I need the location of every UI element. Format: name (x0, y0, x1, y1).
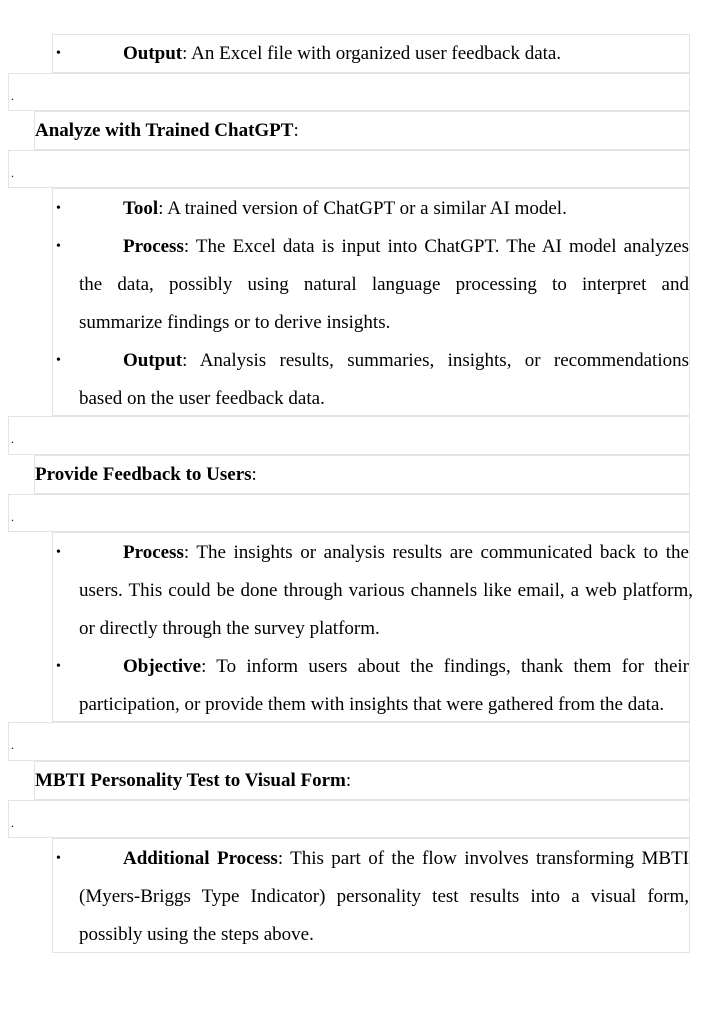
list-item-tool (0, 190, 724, 228)
item-text: : To inform users about the findings, thank them for their (201, 656, 689, 677)
list-item-process-analyze (0, 228, 724, 266)
term-label: Additional Process (123, 848, 278, 869)
empty-paragraph-marker: . (11, 738, 14, 752)
heading-text: Provide Feedback to Users (35, 464, 252, 485)
empty-paragraph-marker: . (11, 816, 14, 830)
item-text: summarize findings or to derive insights. (79, 312, 391, 333)
bullet-icon: • (56, 851, 61, 866)
item-text: : An Excel file with organized user feedback data. (182, 43, 562, 64)
term-label: Objective (123, 656, 202, 677)
item-text: : This part of the flow involves transforming MBTI (277, 848, 690, 869)
term-label: Process (123, 236, 184, 257)
list-item-output-analyze (0, 342, 724, 380)
empty-paragraph-marker: . (11, 166, 14, 180)
heading-text: Analyze with Trained ChatGPT (35, 120, 294, 141)
item-text: the data, possibly using natural language processing to interpret and (79, 274, 689, 295)
bullet-icon: • (56, 201, 61, 216)
bullet-icon: • (56, 659, 61, 674)
term-label: Tool (123, 198, 159, 219)
heading-colon: : (293, 120, 299, 141)
bullet-icon: • (56, 545, 61, 560)
section-heading-analyze (0, 112, 724, 150)
heading-colon: : (345, 770, 352, 791)
term-label: Output (123, 350, 183, 371)
item-text: : A trained version of ChatGPT or a similar AI model. (158, 198, 567, 219)
empty-paragraph-marker: . (11, 432, 14, 446)
section-heading-mbti (0, 762, 724, 800)
item-text: based on the user feedback data. (79, 388, 325, 409)
item-text: participation, or provide them with insights that were gathered from the data. (79, 694, 665, 715)
heading-text: MBTI Personality Test to Visual Form (35, 770, 346, 791)
item-text: possibly using the steps above. (79, 924, 314, 945)
item-text: users. This could be done through various channels like email, a web platform, (79, 580, 693, 601)
list-item-process-feedback (0, 534, 724, 572)
item-text: (Myers-Briggs Type Indicator) personality test results into a visual form, (79, 886, 689, 907)
term-label: Output (123, 43, 183, 64)
item-text: : The Excel data is input into ChatGPT. The AI model analyzes (183, 236, 689, 257)
bullet-icon: • (56, 46, 61, 61)
list-item-additional-process (0, 840, 724, 878)
bullet-icon: • (56, 353, 61, 368)
empty-paragraph-marker: . (11, 510, 14, 524)
item-text: or directly through the survey platform. (79, 618, 380, 639)
section-heading-feedback (0, 456, 724, 494)
list-item-prev-output (0, 35, 724, 73)
item-text: : Analysis results, summaries, insights, or recommendations (182, 350, 689, 371)
term-label: Process (123, 542, 184, 563)
item-text: : The insights or analysis results are communicated back to the (183, 542, 689, 563)
empty-paragraph-marker: . (11, 89, 14, 103)
heading-colon: : (251, 464, 257, 485)
list-item-objective (0, 648, 724, 686)
bullet-icon: • (56, 239, 61, 254)
